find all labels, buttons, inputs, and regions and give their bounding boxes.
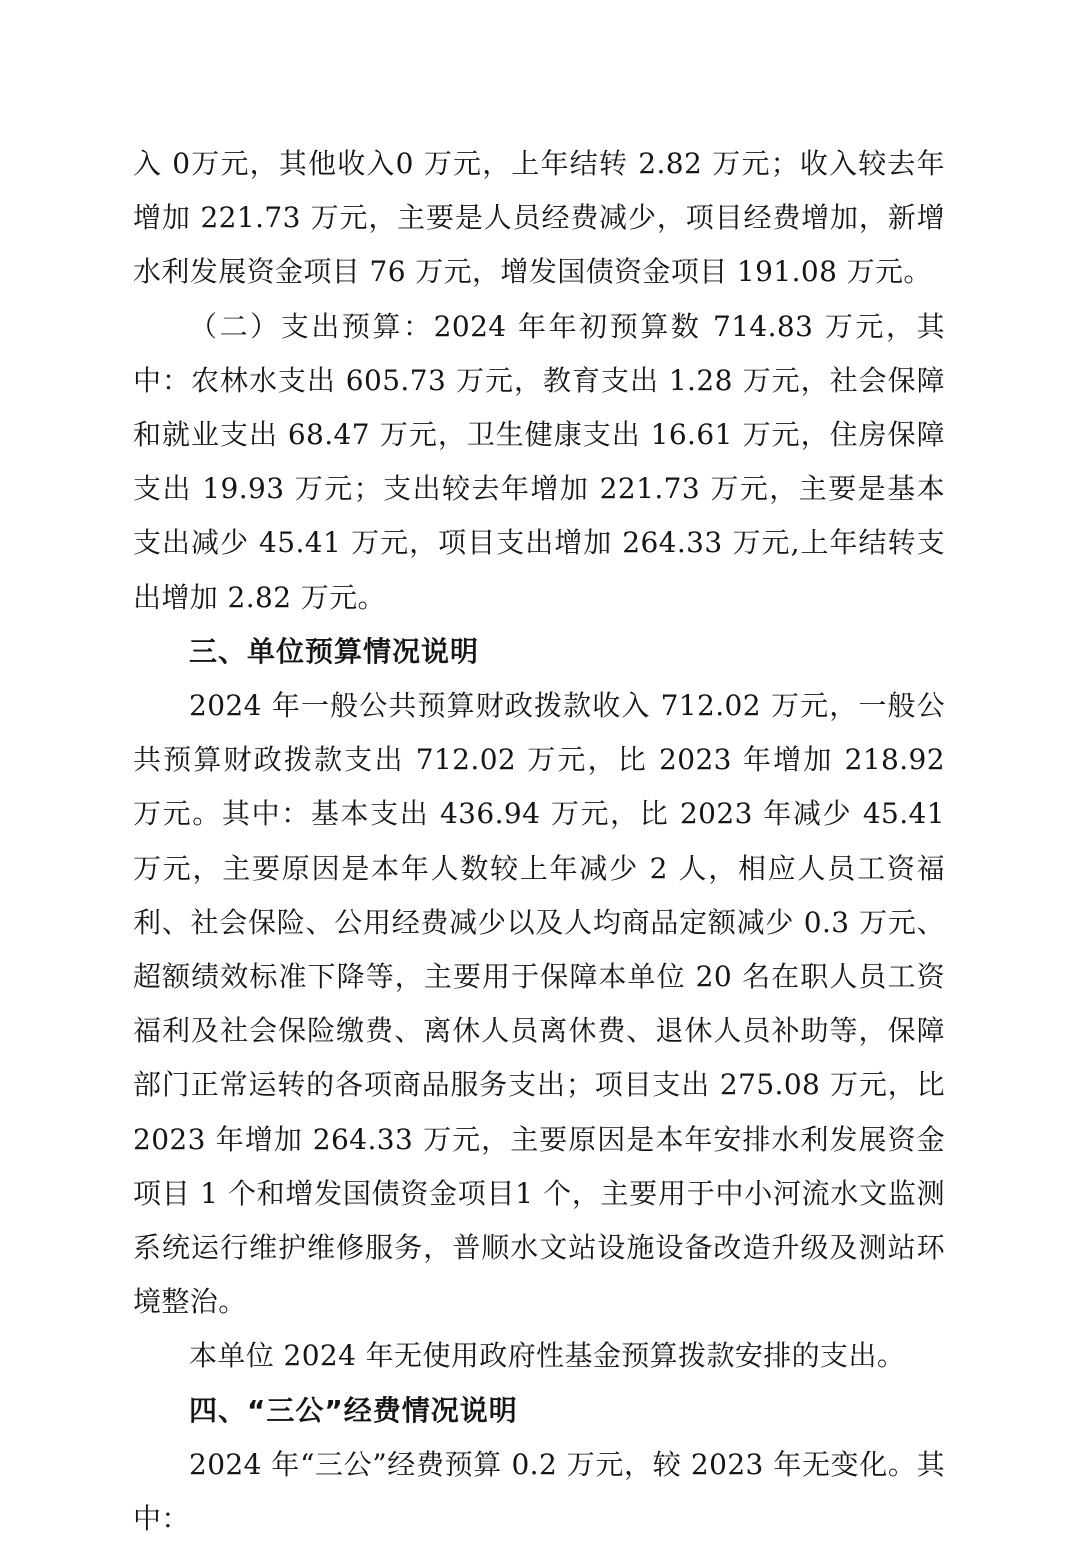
document-body (133, 137, 945, 1546)
paragraph-government-fund: 本单位 2024 年无使用政府性基金预算拨款安排的支出。 (189, 1339, 906, 1373)
paragraph-income-continued: 入 0万元，其他收入0 万元，上年结转 2.82 万元；收入较去年增加 221.73 万元，主要是人员经费减少，项目经费增加，新增水利发展资金项目 76 万元，增发国债资金项目 191.08 万元。 (133, 147, 945, 289)
paragraph-general-public-budget: 2024 年一般公共预算财政拨款收入 712.02 万元，一般公共预算财政拨款支出 712.02 万元，比 2023 年增加 218.92 万元。其中：基本支出 436.94 万元，比 2023 年减少 45.41 万元，主要原因是本年人数较上年减少 2 人，相应人员工资福利、社会保险、公用经费减少以及人均商品定额减少 0.3 万元、超额绩效标准下降等，主要用于保障本单位 20 名在职人员工资福利及社会保险缴费、离休人员离休费、退休人员补助等，保障部门正常运转的各项商品服务支出；项目支出 275.08 万元，比 2023 年增加 264.33 万元，主要原因是本年安排水利发展资金项目 1 个和增发国债资金项目1 个，主要用于中小河流水文监测系统运行维护维修服务，普顺水文站设施设备改造升级及测站环境整治。 (133, 689, 945, 1319)
section-heading-unit-budget: 三、单位预算情况说明 (189, 634, 480, 668)
section-heading-three-public: 四、“三公”经费情况说明 (189, 1393, 518, 1427)
paragraph-expenditure-budget: （二）支出预算：2024 年年初预算数 714.83 万元，其中：农林水支出 605.73 万元，教育支出 1.28 万元，社会保障和就业支出 68.47 万元，卫生健康支出 16.61 万元，住房保障支出 19.93 万元；支出较去年增加 221.73 万元，主要是基本支出减少 45.41 万元，项目支出增加 264.33 万元,上年结转支出增加 2.82 万元。 (133, 309, 945, 614)
paragraph-three-public-budget: 2024 年“三公”经费预算 0.2 万元，较 2023 年无变化。其中： (133, 1447, 945, 1536)
